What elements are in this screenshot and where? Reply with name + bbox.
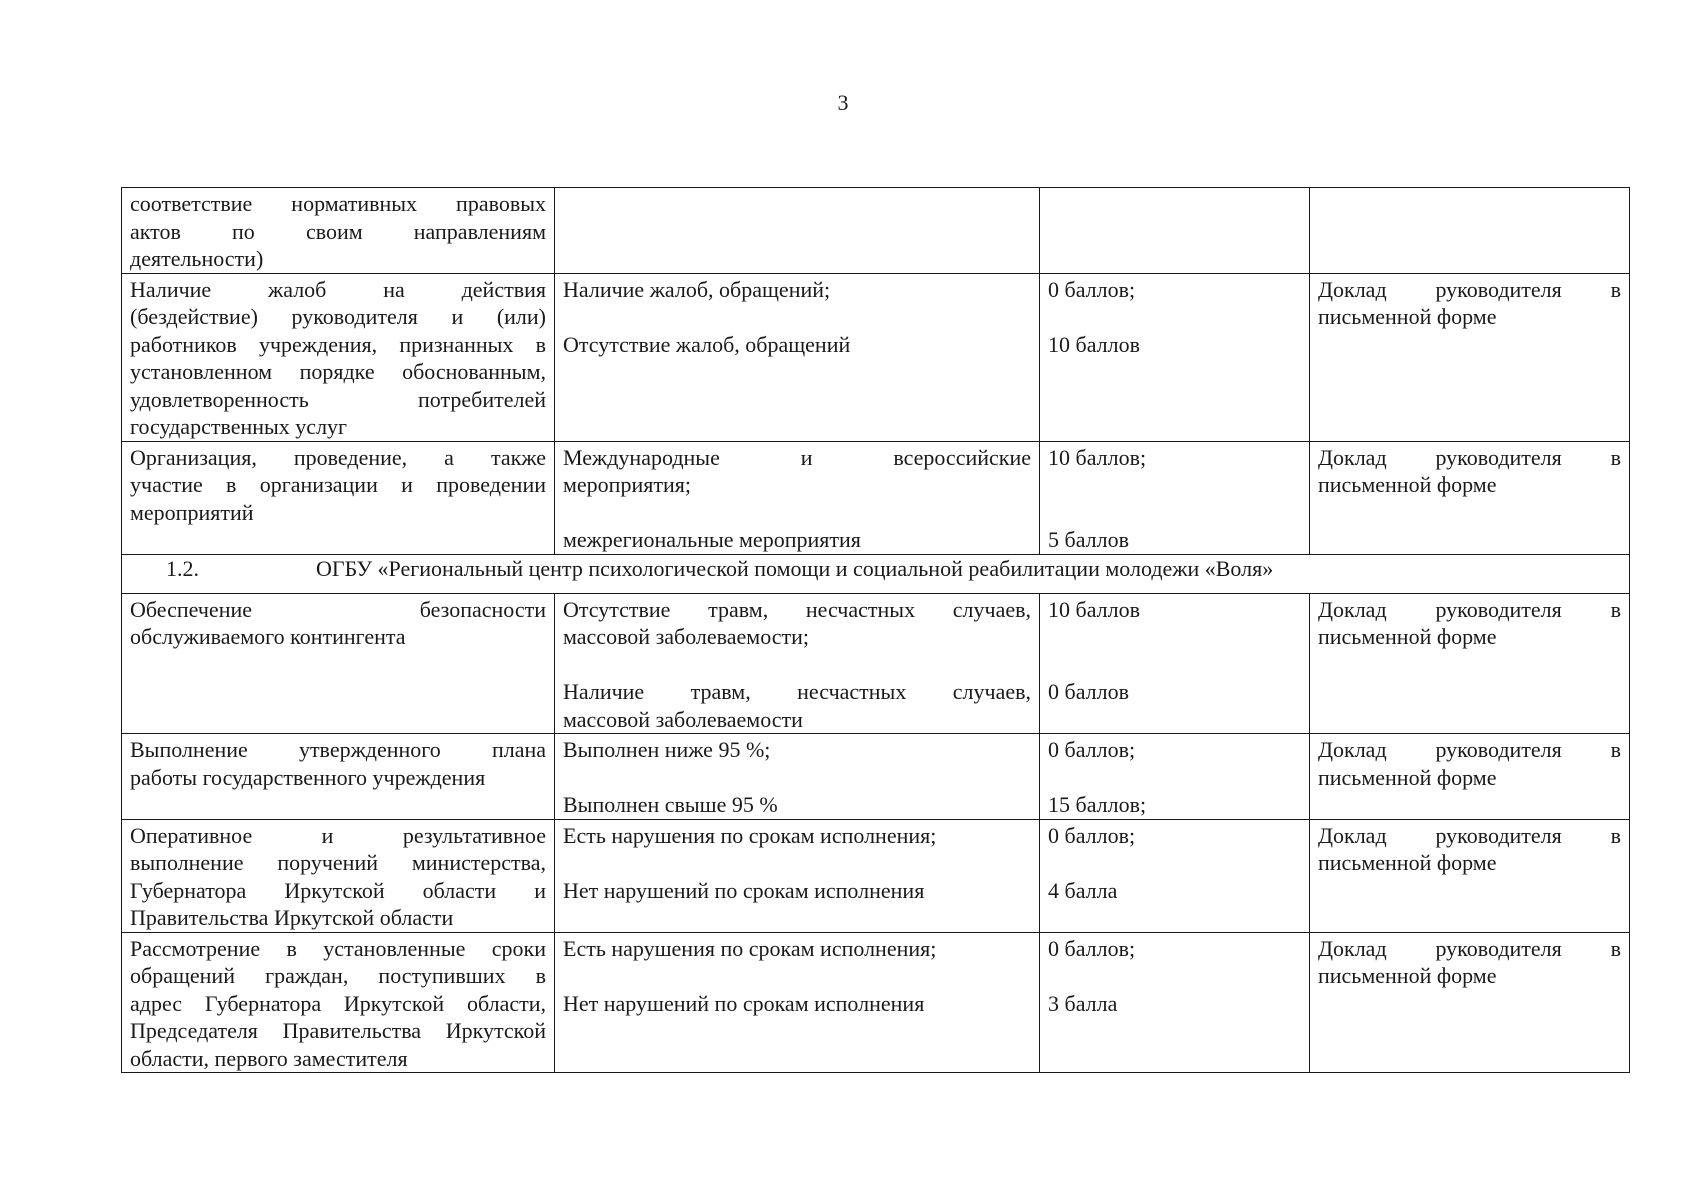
scores-cell-line: 0 баллов; xyxy=(1048,822,1136,848)
criterion-cell-line: Наличие жалоб на действия xyxy=(130,276,546,302)
criterion-cell-line: мероприятий xyxy=(130,499,254,525)
conditions-cell-line: мероприятия; xyxy=(563,472,691,497)
scores-cell-line: 0 баллов xyxy=(1048,679,1129,704)
criterion-cell-line: участие в организации и проведении xyxy=(130,472,546,497)
criterion-cell-line: адрес Губернатора Иркутской области, xyxy=(130,990,546,1016)
report-cell-line: письменной форме xyxy=(1318,764,1497,790)
spacer xyxy=(1048,623,1301,651)
spacer xyxy=(563,962,1031,990)
conditions-cell-line: массовой заболеваемости xyxy=(563,706,803,732)
report-cell-line: Доклад руководителя в xyxy=(1318,822,1621,848)
report-cell xyxy=(1310,819,1630,932)
conditions-cell xyxy=(555,188,1040,274)
criterion-cell xyxy=(122,273,555,441)
section-header-cell xyxy=(122,554,1630,593)
conditions-cell-line: Наличие травм, несчастных случаев, xyxy=(563,679,1031,704)
criterion-cell xyxy=(122,819,555,932)
criterion-cell-line: соответствие нормативных правовых xyxy=(130,191,546,216)
conditions-cell-line: Нет нарушений по срокам исполнения xyxy=(563,990,925,1016)
spacer xyxy=(563,764,1031,792)
report-cell-line: письменной форме xyxy=(1318,850,1497,875)
report-cell-line: письменной форме xyxy=(1318,624,1497,649)
scores-cell-line: 4 балла xyxy=(1048,877,1118,903)
criterion-cell-line: выполнение поручений министерства, xyxy=(130,850,546,875)
table-row xyxy=(122,932,1630,1073)
report-cell-line: Доклад руководителя в xyxy=(1318,935,1621,961)
criterion-cell-line: Организация, проведение, а также xyxy=(130,444,546,470)
spacer xyxy=(1048,962,1301,990)
scores-cell-line: 3 балла xyxy=(1048,990,1118,1016)
section-title: ОГБУ «Региональный центр психологической помощи и социальной реабилитации молодежи «Воля» xyxy=(316,555,1274,581)
criterion-cell xyxy=(122,734,555,820)
criterion-cell-line: деятельности) xyxy=(130,246,264,271)
conditions-cell-line: Выполнен свыше 95 % xyxy=(563,792,778,817)
criterion-cell xyxy=(122,932,555,1073)
criterion-cell-line: актов по своим направлениям xyxy=(130,218,546,244)
conditions-cell xyxy=(555,441,1040,554)
conditions-cell xyxy=(555,819,1040,932)
scores-cell xyxy=(1040,819,1310,932)
scores-cell-line: 10 баллов xyxy=(1048,331,1140,357)
report-cell xyxy=(1310,441,1630,554)
scores-cell xyxy=(1040,441,1310,554)
section-number: 1.2. xyxy=(166,555,199,581)
table-row xyxy=(122,734,1630,820)
spacer xyxy=(563,849,1031,877)
spacer xyxy=(1048,499,1301,527)
section-header-row xyxy=(122,554,1630,593)
spacer xyxy=(563,499,1031,527)
criterion-cell-line: (бездействие) руководителя и (или) xyxy=(130,304,546,329)
criteria-table xyxy=(121,187,1630,1073)
criterion-cell-line: Губернатора Иркутской области и xyxy=(130,877,546,903)
spacer xyxy=(563,651,1031,679)
scores-cell-line: 5 баллов xyxy=(1048,527,1129,552)
conditions-cell xyxy=(555,734,1040,820)
spacer xyxy=(1048,849,1301,877)
table-row xyxy=(122,819,1630,932)
conditions-cell-line: Нет нарушений по срокам исполнения xyxy=(563,877,925,903)
scores-cell xyxy=(1040,273,1310,441)
criterion-cell-line: Выполнение утвержденного плана xyxy=(130,737,546,762)
conditions-cell xyxy=(555,273,1040,441)
criterion-cell xyxy=(122,593,555,734)
criterion-cell-line: государственных услуг xyxy=(130,414,348,439)
criterion-cell-line: удовлетворенность потребителей xyxy=(130,386,546,412)
scores-cell xyxy=(1040,734,1310,820)
table-row xyxy=(122,273,1630,441)
scores-cell-line: 10 баллов; xyxy=(1048,444,1147,470)
scores-cell-line: 0 баллов; xyxy=(1048,737,1136,762)
report-cell-line: Доклад руководителя в xyxy=(1318,276,1621,302)
report-cell-line: Доклад руководителя в xyxy=(1318,596,1621,622)
report-cell xyxy=(1310,593,1630,734)
scores-cell-line: 0 баллов; xyxy=(1048,276,1136,302)
page-number: 3 xyxy=(837,90,849,115)
report-cell xyxy=(1310,273,1630,441)
criterion-cell-line: Председателя Правительства Иркутской xyxy=(130,1018,546,1043)
scores-cell-line: 15 баллов; xyxy=(1048,792,1147,817)
conditions-cell-line: межрегиональные мероприятия xyxy=(563,527,861,552)
report-cell xyxy=(1310,188,1630,274)
report-cell xyxy=(1310,734,1630,820)
scores-cell xyxy=(1040,188,1310,274)
criterion-cell-line: работников учреждения, признанных в xyxy=(130,331,546,357)
criterion-cell xyxy=(122,441,555,554)
criterion-cell-line: Оперативное и результативное xyxy=(130,822,546,848)
criterion-cell xyxy=(122,188,555,274)
conditions-cell-line: Есть нарушения по срокам исполнения; xyxy=(563,822,937,848)
conditions-cell-line: Отсутствие травм, несчастных случаев, xyxy=(563,596,1031,622)
table-row xyxy=(122,188,1630,274)
conditions-cell-line: Отсутствие жалоб, обращений xyxy=(563,331,851,357)
spacer xyxy=(1048,706,1301,734)
conditions-cell xyxy=(555,932,1040,1073)
report-cell-line: письменной форме xyxy=(1318,304,1497,329)
conditions-cell-line: Международные и всероссийские xyxy=(563,444,1031,470)
criterion-cell-line: обслуживаемого контингента xyxy=(130,624,406,649)
spacer xyxy=(563,303,1031,331)
conditions-cell-line: Наличие жалоб, обращений; xyxy=(563,276,831,302)
spacer xyxy=(1048,303,1301,331)
table-row xyxy=(122,593,1630,734)
criterion-cell-line: Обеспечение безопасности xyxy=(130,596,546,622)
criterion-cell-line: Правительства Иркутской области xyxy=(130,905,454,930)
scores-cell xyxy=(1040,932,1310,1073)
report-cell-line: Доклад руководителя в xyxy=(1318,444,1621,470)
criteria-table-body xyxy=(122,188,1630,1073)
criterion-cell-line: обращений граждан, поступивших в xyxy=(130,963,546,988)
table-row xyxy=(122,441,1630,554)
criterion-cell-line: работы государственного учреждения xyxy=(130,764,486,790)
scores-cell xyxy=(1040,593,1310,734)
report-cell-line: письменной форме xyxy=(1318,963,1497,988)
report-cell-line: письменной форме xyxy=(1318,472,1497,497)
report-cell xyxy=(1310,932,1630,1073)
criterion-cell-line: области, первого заместителя xyxy=(130,1045,408,1071)
spacer xyxy=(1048,471,1301,499)
criterion-cell-line: Рассмотрение в установленные сроки xyxy=(130,935,546,961)
conditions-cell-line: Есть нарушения по срокам исполнения; xyxy=(563,935,937,961)
criterion-cell-line: установленном порядке обоснованным, xyxy=(130,359,546,384)
spacer xyxy=(1048,651,1301,679)
conditions-cell-line: Выполнен ниже 95 %; xyxy=(563,737,771,762)
spacer xyxy=(1048,764,1301,792)
report-cell-line: Доклад руководителя в xyxy=(1318,737,1621,762)
scores-cell-line: 0 баллов; xyxy=(1048,935,1136,961)
conditions-cell-line: массовой заболеваемости; xyxy=(563,624,810,649)
conditions-cell xyxy=(555,593,1040,734)
scores-cell-line: 10 баллов xyxy=(1048,596,1140,622)
